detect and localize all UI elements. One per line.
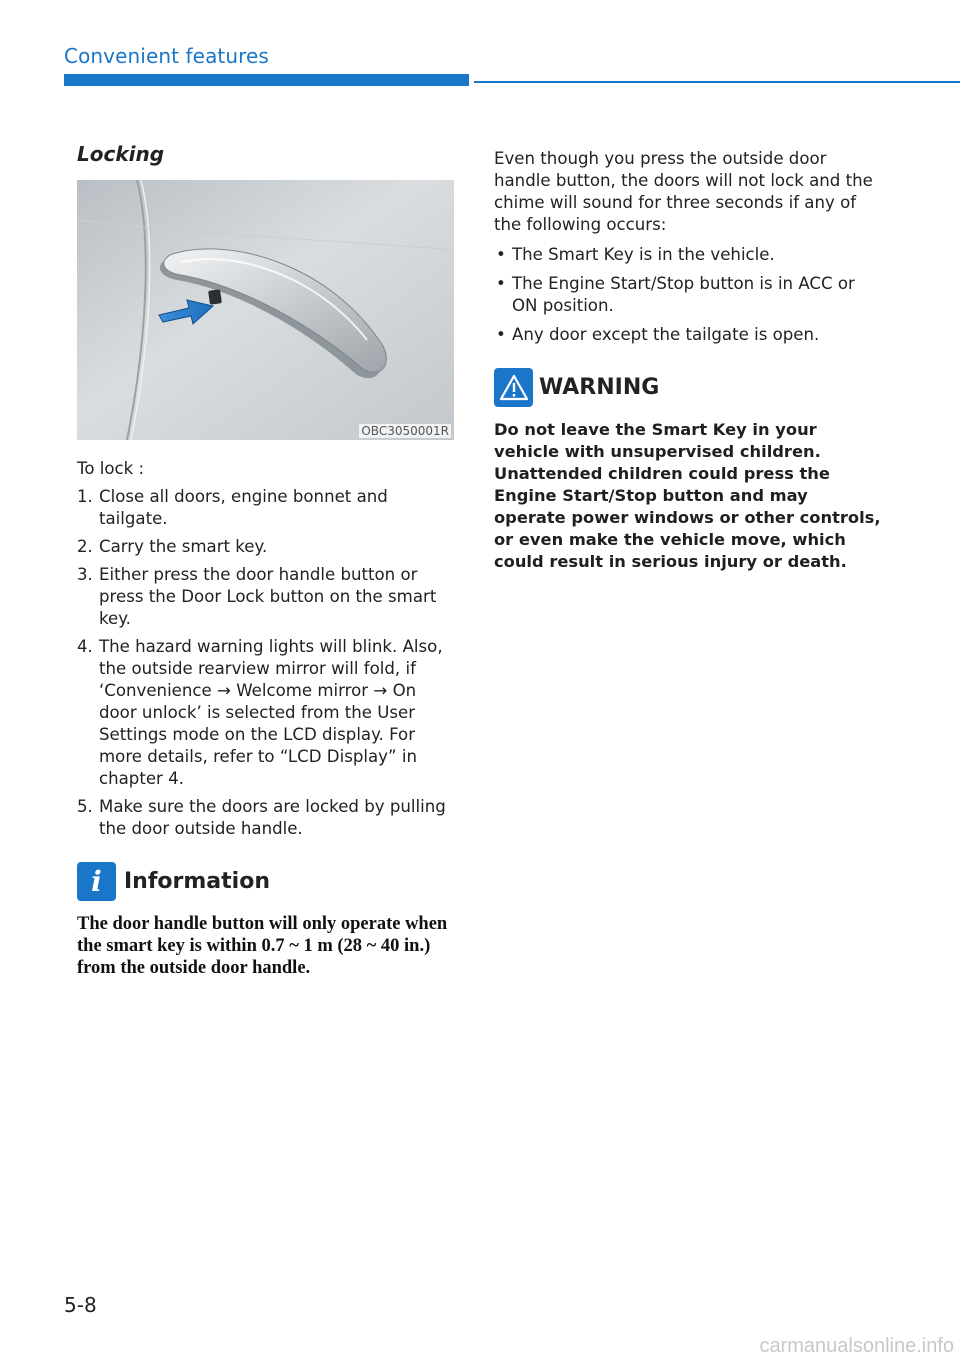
bullet-icon: •	[496, 325, 506, 344]
list-item: 5. Make sure the doors are locked by pulling the door outside handle.	[77, 797, 446, 838]
unlock-conditions-intro: Even though you press the outside door handle button, the doors will not lock and the chime will sound for three seconds if any of the following occurs:	[494, 149, 873, 234]
right-column	[494, 148, 884, 573]
list-item: 1. Close all doors, engine bonnet and tailgate.	[77, 487, 388, 528]
door-handle-figure	[77, 180, 454, 440]
list-item: • Any door except the tailgate is open.	[496, 325, 820, 344]
header-rule-thick	[64, 74, 469, 86]
info-icon: i	[77, 862, 116, 901]
conditions-list	[494, 244, 884, 346]
warning-heading	[494, 368, 884, 407]
section-title: Locking	[77, 142, 165, 166]
information-body: The door handle button will only operate when the smart key is within 0.7 ~ 1 m (28 ~ 40 in.) from the outside door handle.	[77, 914, 448, 978]
lock-steps	[77, 486, 455, 840]
figure-code: OBC3050001R	[361, 424, 449, 438]
list-item: • The Smart Key is in the vehicle.	[496, 245, 775, 264]
information-title: Information	[124, 869, 270, 894]
bullet-icon: •	[496, 274, 506, 293]
information-heading	[77, 862, 455, 901]
warning-icon	[494, 368, 533, 407]
list-item: 2. Carry the smart key.	[77, 537, 268, 556]
watermark: carmanualsonline.info	[759, 1335, 954, 1357]
page-number: 5-8	[64, 1293, 97, 1317]
warning-title: WARNING	[539, 375, 660, 400]
left-column	[77, 142, 455, 979]
header-rule-thin	[474, 81, 960, 83]
header-title: Convenient features	[64, 44, 269, 68]
list-item: 3. Either press the door handle button or press the Door Lock button on the smart key.	[77, 565, 437, 628]
list-item: • The Engine Start/Stop button is in ACC or ON position.	[496, 274, 855, 315]
list-item: 4. The hazard warning lights will blink. Also, the outside rearview mirror will fold, if ‘Convenience → Welcome mirror → On door unlock’ is selected from the User Settings mode on the LCD display. For more details, refer to “LCD Display” in chapter 4.	[77, 637, 443, 788]
warning-body: Do not leave the Smart Key in your vehicle with unsupervised children. Unattended children could press the Engine Start/Stop button and may operate power windows or other controls, or even make the vehicle move, which could result in serious injury or death.	[494, 420, 881, 571]
lock-intro: To lock :	[77, 459, 145, 478]
door-handle-illustration	[77, 180, 454, 440]
bullet-icon: •	[496, 245, 506, 264]
